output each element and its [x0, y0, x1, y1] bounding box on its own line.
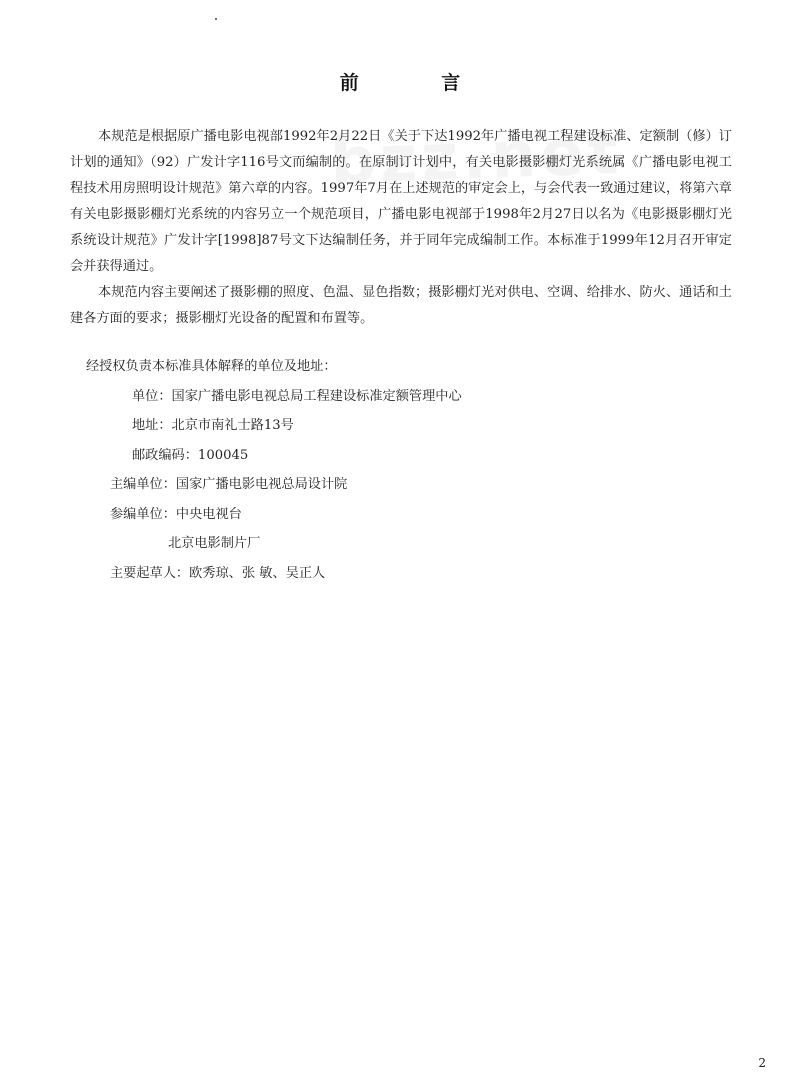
scan-speck [215, 18, 217, 20]
paragraph-content-summary: 本规范内容主要阐述了摄影棚的照度、色温、显色指数；摄影棚灯光对供电、空调、给排水、防火、通话和土建各方面的要求；摄影棚灯光设备的配置和布置等。 [70, 285, 732, 326]
participant-2-line: 北京电影制片厂 [168, 536, 261, 551]
unit-line: 单位：国家广播电影电视总局工程建设标准定额管理中心 [132, 388, 462, 404]
paragraph-background: 本规范是根据原广播电影电视部1992年2月22日《关于下达1992年广播电视工程建设标准、定额制（修）订计划的通知》（92）广发计字116号文而编制的。在原制订计划中，有关电影摄影棚灯光系统属《广播电影电视工程技术用房照明设计规范》第六章的内容。1997年7月在上述规范的审定会上，与会代表一致通过建议，将第六章有关电影摄影棚灯光系统的内容另立一个规范项目，广播电影电视部于1998年2月27日以名为《电影摄影棚灯光系统设计规范》广发计字[1998]87号文下达编制任务，并于同年完成编制工作。本标准于1999年12月召开审定会并获得通过。 [70, 129, 732, 274]
drafters-line: 主要起草人：欧秀琼、张 敏、吴正人 [110, 565, 326, 581]
page-title: 前 言 [339, 72, 499, 94]
participants-line: 参编单位：中央电视台 [110, 506, 242, 522]
chief-editor-line: 主编单位：国家广播电影电视总局设计院 [110, 477, 348, 492]
contact-info [70, 352, 732, 588]
body-text [70, 124, 732, 332]
page-number: 2 [758, 1056, 766, 1070]
postcode-line: 邮政编码：100045 [132, 447, 249, 463]
address-line: 地址：北京市南礼士路13号 [132, 418, 294, 433]
contact-heading: 经授权负责本标准具体解释的单位及地址： [86, 359, 337, 374]
